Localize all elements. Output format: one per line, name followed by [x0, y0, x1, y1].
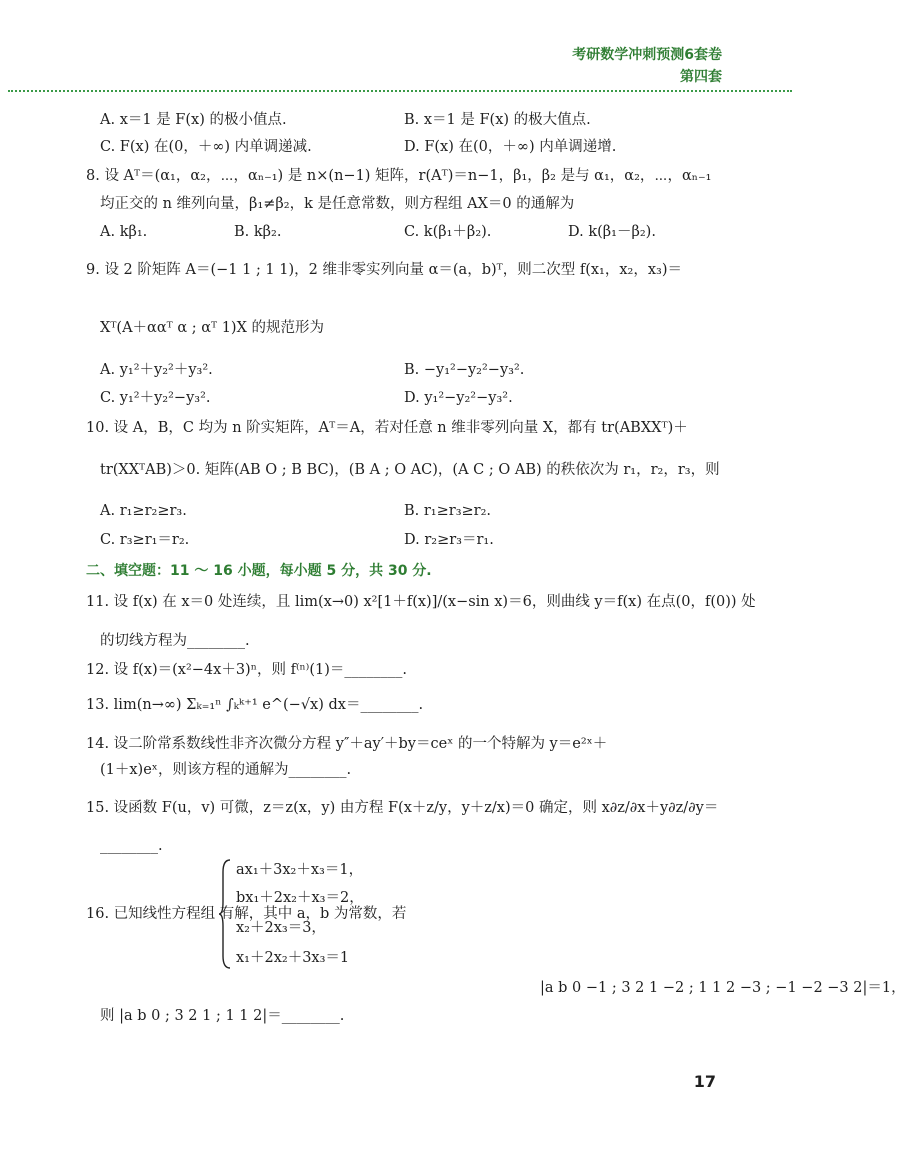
set-label: 第四套	[680, 69, 722, 85]
book-title: 考研数学冲刺预测6套卷	[572, 47, 722, 63]
q8-option-b: B. kβ₂.	[234, 224, 282, 240]
q9-option-a: A. y₁²＋y₂²＋y₃².	[100, 362, 213, 378]
system-eq1: ax₁＋3x₂＋x₃＝1，	[236, 862, 364, 878]
system-eq3: x₂＋2x₃＝3，	[236, 920, 326, 936]
q13-stem: 13. lim(n→∞) Σₖ₌₁ⁿ ∫ₖᵏ⁺¹ e^(−√x) dx＝________.	[86, 697, 424, 713]
q8-stem-line1: 8. 设 Aᵀ＝(α₁，α₂，⋯，αₙ₋₁) 是 n×(n−1) 矩阵，r(Aᵀ)＝n−1，β₁，β₂ 是与 α₁，α₂，⋯，αₙ₋₁	[86, 168, 712, 184]
page-number: 17	[693, 1072, 716, 1091]
q16-answer-line: 则 |a b 0 ; 3 2 1 ; 1 1 2|＝________.	[100, 1008, 345, 1024]
q10-stem-line1: 10. 设 A，B，C 均为 n 阶实矩阵，Aᵀ＝A，若对任意 n 维非零列向量 X，都有 tr(ABXXᵀ)＋	[86, 420, 688, 436]
q7-option-a: A. x＝1 是 F(x) 的极小值点.	[100, 112, 287, 128]
q14-stem-line2: (1＋x)eˣ，则该方程的通解为________.	[100, 762, 352, 778]
q9-option-d: D. y₁²−y₂²−y₃².	[404, 390, 513, 406]
q8-option-c: C. k(β₁＋β₂).	[404, 224, 492, 240]
q8-option-a: A. kβ₁.	[100, 224, 148, 240]
q10-option-c: C. r₃≥r₁＝r₂.	[100, 532, 190, 548]
q10-option-d: D. r₂≥r₃＝r₁.	[404, 532, 494, 548]
q10-stem-line2: tr(XXᵀAB)＞0. 矩阵(AB O ; B BC)，(B A ; O AC)，(A C ; O AB) 的秩依次为 r₁，r₂，r₃，则	[100, 462, 720, 478]
q12-stem: 12. 设 f(x)＝(x²−4x＋3)ⁿ，则 f⁽ⁿ⁾(1)＝________.	[86, 662, 408, 678]
q7-option-d: D. F(x) 在(0，＋∞) 内单调递增.	[404, 139, 617, 155]
q15-stem-line1: 15. 设函数 F(u，v) 可微，z＝z(x，y) 由方程 F(x＋z/y，y＋z/x)＝0 确定，则 x∂z/∂x＋y∂z/∂y＝	[86, 800, 719, 816]
q8-stem-line2: 均正交的 n 维列向量，β₁≠β₂，k 是任意常数，则方程组 AX＝0 的通解为	[100, 196, 575, 212]
q9-option-c: C. y₁²＋y₂²−y₃².	[100, 390, 211, 406]
q7-option-c: C. F(x) 在(0，＋∞) 内单调递减.	[100, 139, 312, 155]
q10-option-a: A. r₁≥r₂≥r₃.	[100, 503, 187, 519]
q16-determinant-condition: |a b 0 −1 ; 3 2 1 −2 ; 1 1 2 −3 ; −1 −2 −3 2|＝1，	[540, 980, 906, 996]
system-eq2: bx₁＋2x₂＋x₃＝2，	[236, 890, 364, 906]
q14-stem-line1: 14. 设二阶常系数线性非齐次微分方程 y″＋ay′＋by＝ceˣ 的一个特解为 y＝e²ˣ＋	[86, 736, 608, 752]
q8-option-d: D. k(β₁－β₂).	[568, 224, 656, 240]
q9-stem-line2: Xᵀ(A＋ααᵀ α ; αᵀ 1)X 的规范形为	[100, 320, 325, 336]
q15-stem-line2: ________.	[100, 838, 163, 854]
q10-option-b: B. r₁≥r₃≥r₂.	[404, 503, 492, 519]
q7-option-b: B. x＝1 是 F(x) 的极大值点.	[404, 112, 591, 128]
section-heading: 二、填空题：11 ～ 16 小题，每小题 5 分，共 30 分.	[86, 563, 432, 579]
q11-stem-line1: 11. 设 f(x) 在 x＝0 处连续，且 lim(x→0) x²[1＋f(x)]/(x−sin x)＝6，则曲线 y＝f(x) 在点(0，f(0)) 处	[86, 594, 756, 610]
q11-stem-line2: 的切线方程为________.	[100, 633, 250, 649]
q9-stem-line1: 9. 设 2 阶矩阵 A＝(−1 1 ; 1 1)，2 维非零实列向量 α＝(a，b)ᵀ，则二次型 f(x₁，x₂，x₃)＝	[86, 262, 682, 278]
q16-stem: 16. 已知线性方程组 有解，其中 a，b 为常数，若	[86, 906, 407, 922]
header-divider	[8, 90, 792, 92]
q9-option-b: B. −y₁²−y₂²−y₃².	[404, 362, 525, 378]
system-eq4: x₁＋2x₂＋3x₃＝1	[236, 950, 350, 966]
